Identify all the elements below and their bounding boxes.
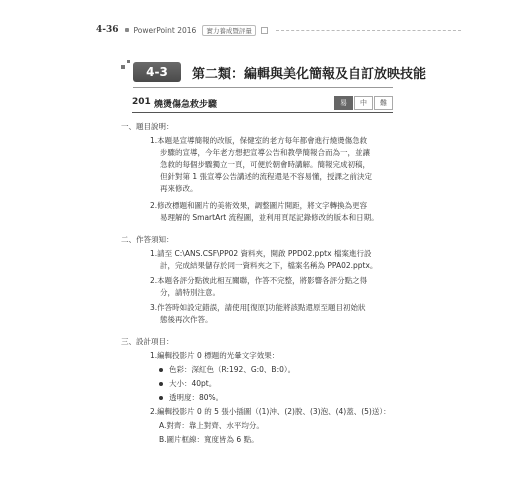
bullet-dot-icon [159,368,163,372]
book-subtitle-tag: 實力養成暨評量 [202,25,256,36]
text-line: 步驟的宣導，今年老方想把宣導公告和教學簡報合而為一，並讓 [160,148,370,157]
section-rule [133,87,393,88]
bullet-dot-icon [159,396,163,400]
part2-item-2 [150,275,395,299]
bullet-item [159,364,295,376]
text-line: 分，請特別注意。 [160,288,220,297]
text-line: 2.修改標題和圖片的美術效果，調整圖片開距，將文字轉換為更容 [150,201,368,210]
header-dashed-rule [276,30,461,31]
bullet-text: 大小：40pt。 [169,379,217,388]
text-line: 2.編輯投影片 0 的 5 張小插圖（(1)沖、(2)脫、(3)泡、(4)蓋、(5)送）： [150,407,391,416]
question-number: 201 [132,97,151,107]
bullet-text: 透明度：80%。 [169,393,224,402]
part2-heading: 二、作答須知： [121,235,174,244]
text-line: 但針對第 1 張宣導公告講述的流程還是不容易懂，授課之前決定 [160,172,373,181]
part1-item-2 [150,200,395,224]
difficulty-hard: 難 [374,96,393,110]
section-title: 第二類：編輯與美化簡報及自訂放映技能 [192,67,427,82]
bullet-item [159,392,223,404]
question-title: 燒燙傷急救步驟 [154,100,218,110]
sub-item-a: A.對齊：靠上對齊、水平均分。 [159,421,264,430]
text-line: 1.編輯投影片 0 標題的光暈文字效果： [150,351,280,360]
part2-item-1 [150,248,395,272]
section-badge: 4-3 [133,62,181,82]
part3-item-2 [150,406,395,418]
part1-heading: 一、題目說明： [121,122,174,131]
text-line: 1.請至 C:\ANS.CSF\PP02 資料夾，開啟 PPD02.pptx 檔案進行設 [150,249,372,258]
difficulty-levels [333,96,393,110]
text-line: 再來修改。 [160,184,198,193]
text-line: 易理解的 SmartArt 流程圖，並利用頁尾記錄修改的版本和日期。 [160,213,379,222]
text-line: 態後再次作答。 [160,315,213,324]
question-rule [132,112,393,113]
text-line: 急救的每個步驟獨立一頁，可便於朝會時講解。簡報完成初稿， [160,160,370,169]
question-header [132,96,393,111]
header-square-icon [261,27,268,34]
text-line: 3.作答時如設定錯誤，請使用[復原]功能將該點還原至題目初始狀 [150,303,366,312]
part3-heading: 三、設計項目： [121,337,174,346]
text-line: 1.本題是宣導簡報的改版，保健室的老方每年都會進行燒燙傷急救 [150,136,368,145]
bullet-dot-icon [159,382,163,386]
header-bullet-icon [125,28,129,32]
text-line: 2.本題各評分點彼此相互關聯，作答不完整，將影響各評分點之得 [150,276,368,285]
section-deco-icon [127,60,130,63]
section-deco-icon [121,65,125,69]
part1-item-1 [150,135,395,195]
difficulty-medium: 中 [354,96,373,110]
difficulty-easy: 易 [334,96,353,110]
bullet-text: 色彩：深紅色（R:192、G:0、B:0）。 [169,365,296,374]
part2-item-3 [150,302,395,326]
text-line: 計，完成結果儲存於同一資料夾之下，檔案名稱為 PPA02.pptx。 [160,261,378,270]
part3-item-1 [150,350,395,362]
page-number: 4-36 [96,25,119,35]
bullet-item [159,378,216,390]
running-header [96,22,461,38]
book-title: PowerPoint 2016 [133,25,197,35]
sub-item-b: B.圖片框線：寬度皆為 6 點。 [159,435,259,444]
